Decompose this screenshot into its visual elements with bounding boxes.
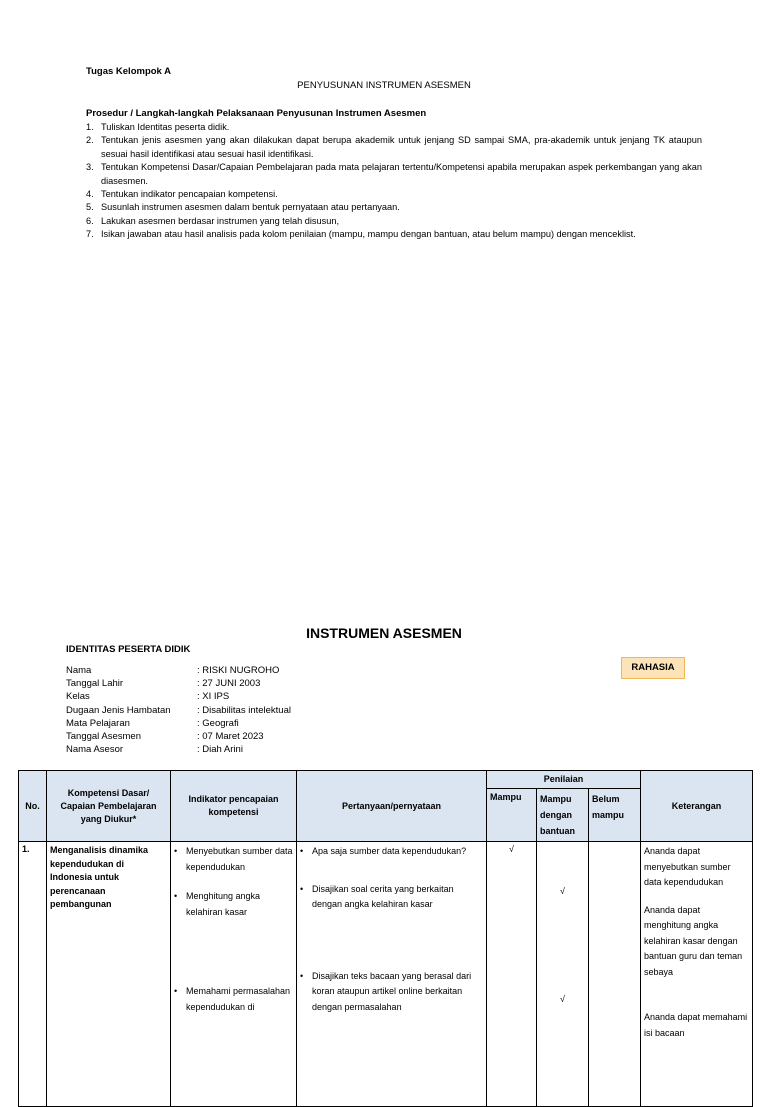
bullet-icon: • (174, 846, 178, 856)
step-number: 2. (86, 135, 94, 146)
identity-label: Nama (66, 665, 92, 676)
procedure-title: Prosedur / Langkah-langkah Pelaksanaan Penyusunan Instrumen Asesmen (86, 108, 427, 119)
row-number: 1. (19, 842, 47, 1107)
bullet-icon: • (174, 986, 178, 996)
step-text: Isikan jawaban atau hasil analisis pada kolom penilaian (mampu, mampu dengan bantuan, atau belum mampu) dengan menceklist. (101, 229, 636, 240)
header-penilaian: Penilaian (487, 771, 641, 789)
list-item (300, 882, 483, 913)
identity-row (66, 690, 291, 703)
identity-value: : Disabilitas intelektual (197, 704, 291, 716)
instrument-title: INSTRUMEN ASESMEN (306, 625, 462, 641)
list-item (174, 984, 293, 1015)
header-no: No. (19, 771, 47, 842)
step-item (86, 228, 702, 241)
identity-row (66, 717, 291, 730)
header-keterangan: Keterangan (641, 771, 753, 842)
check-mark: √ (509, 844, 514, 854)
step-text: Tentukan Kompetensi Dasar/Capaian Pembelajaran pada mata pelajaran tertentu/Kompetensi apabila merupakan aspek perkembangan yang akan diasesmen. (101, 162, 702, 186)
step-item (86, 215, 702, 228)
note-text: Ananda dapat menghitung angka kelahiran kasar dengan bantuan guru dan teman sebaya (644, 904, 743, 977)
step-item (86, 134, 702, 161)
check-mark: √ (560, 886, 565, 896)
assessment-table (18, 770, 753, 1107)
identity-heading: IDENTITAS PESERTA DIDIK (66, 644, 191, 655)
indicator-text: Menyebutkan sumber data kependudukan (186, 846, 293, 872)
identity-list (66, 664, 291, 756)
header-mampu-bantuan: Mampu dengan bantuan (537, 789, 589, 842)
step-text: Susunlah instrumen asesmen dalam bentuk pernyataan atau pertanyaan. (101, 202, 400, 213)
step-item (86, 188, 702, 201)
check-mark: √ (560, 994, 565, 1004)
identity-row (66, 743, 291, 756)
step-text: Lakukan asesmen berdasar instrumen yang telah disusun, (101, 215, 339, 226)
question-text: Apa saja sumber data kependudukan? (312, 846, 467, 856)
header-mampu: Mampu (487, 789, 537, 842)
identity-row (66, 704, 291, 717)
indicator-text: Memahami permasalahan kependudukan di (186, 986, 291, 1012)
list-item (174, 889, 293, 920)
belum-mampu-cell (589, 842, 641, 1107)
identity-row (66, 677, 291, 690)
question-text: Disajikan soal cerita yang berkaitan dengan angka kelahiran kasar (312, 883, 454, 909)
identity-row (66, 730, 291, 743)
bullet-icon: • (300, 846, 304, 856)
identity-label: Nama Asesor (66, 744, 124, 756)
identity-value: : XI IPS (197, 691, 230, 703)
header-pertanyaan: Pertanyaan/pernyataan (297, 771, 487, 842)
identity-value: : 07 Maret 2023 (197, 731, 264, 743)
step-number: 5. (86, 202, 94, 213)
bullet-icon: • (174, 891, 178, 901)
header-indikator: Indikator pencapaian kompetensi (171, 771, 297, 842)
question-text: Disajikan teks bacaan yang berasal dari koran ataupun artikel online berkaitan dengan permasalahan (312, 970, 472, 1012)
header-belum-mampu: Belum mampu (589, 789, 641, 842)
step-item (86, 161, 702, 188)
competency-cell: Menganalisis dinamika kependudukan di Indonesia untuk perencanaan pembangunan (47, 842, 171, 1107)
document-heading: PENYUSUNAN INSTRUMEN ASESMEN (297, 80, 471, 91)
list-item (174, 844, 293, 875)
notes-cell (641, 842, 753, 1107)
identity-label: Kelas (66, 691, 90, 703)
identity-value: : 27 JUNI 2003 (197, 678, 261, 690)
identity-label: Mata Pelajaran (66, 717, 130, 729)
procedure-steps (86, 121, 702, 242)
confidential-badge: RAHASIA (621, 657, 685, 679)
bullet-icon: • (300, 970, 304, 981)
mampu-cell (487, 842, 537, 1107)
note-text: Ananda dapat memahami isi bacaan (644, 1012, 748, 1038)
table-row (19, 842, 753, 1107)
step-item (86, 201, 702, 214)
question-cell (297, 842, 487, 1107)
indicator-text: Menghitung angka kelahiran kasar (186, 891, 261, 917)
indicator-cell (171, 842, 297, 1107)
step-number: 1. (86, 122, 94, 132)
identity-value: : RISKI NUGROHO (197, 665, 280, 676)
list-item (300, 969, 483, 1016)
identity-label: Tanggal Asesmen (66, 731, 141, 743)
identity-row (66, 664, 291, 677)
list-item (300, 844, 483, 860)
bullet-icon: • (300, 883, 304, 894)
note-text: Ananda dapat menyebutkan sumber data kependudukan (644, 846, 731, 887)
header-kompetensi: Kompetensi Dasar/ Capaian Pembelajaran yang Diukur* (47, 771, 171, 842)
identity-label: Dugaan Jenis Hambatan (66, 704, 171, 716)
step-item (86, 121, 702, 134)
step-number: 4. (86, 189, 94, 200)
step-number: 6. (86, 215, 94, 226)
identity-label: Tanggal Lahir (66, 678, 124, 690)
step-text: Tentukan indikator pencapaian kompetensi. (101, 189, 278, 200)
step-text: Tentukan jenis asesmen yang akan dilakukan dapat berupa akademik untuk jenjang SD sampai SMA, pra-akademik untuk jenjang TK ataupun sesuai hasil identifikasi atau sesuai hasil identifikasi. (101, 135, 702, 159)
mampu-bantuan-cell (537, 842, 589, 1107)
identity-value: : Diah Arini (197, 744, 243, 756)
step-number: 7. (86, 229, 94, 240)
group-label: Tugas Kelompok A (86, 66, 171, 77)
step-text: Tuliskan Identitas peserta didik. (101, 122, 230, 132)
step-number: 3. (86, 162, 94, 173)
header-row (19, 771, 753, 789)
identity-value: : Geografi (197, 717, 239, 729)
